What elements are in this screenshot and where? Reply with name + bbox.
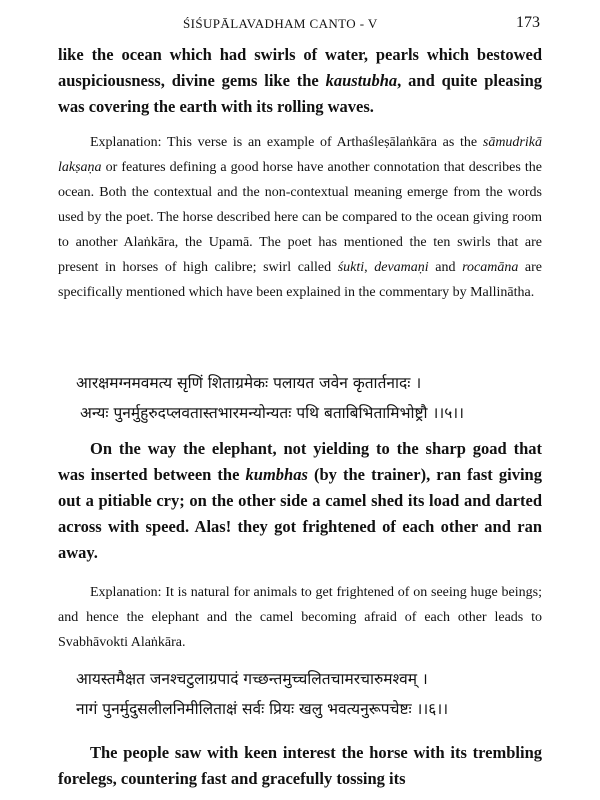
- explanation-paragraph-2: [58, 580, 542, 655]
- verse-line-1: आयस्तमैक्षत जनश्चटुलाग्रपादं गच्छन्तमुच्चलितचामरचारुमश्वम् ।: [76, 670, 428, 688]
- explanation-label: Explanation:: [90, 135, 162, 150]
- translation-paragraph-1: [58, 42, 542, 120]
- text-run: (by the trainer), ran fast giving out a pitiable cry; on the other side a camel shed its load and darted across with speed. Alas! they got frightened of each other and ran away.: [58, 465, 542, 562]
- text-run: or features defining a good horse have another connotation that describes the ocean. Both the contextual and the non-contextual meaning emerge from the words used by the poet. The horse described here can be compared to the ocean giving room to another Alaṅkāra, the Upamā. The poet has mentioned the ten swirls that are present in horses of high calibre; swirl called: [58, 160, 542, 275]
- italic-term: kumbhas: [245, 465, 308, 484]
- page-number: 173: [516, 14, 540, 31]
- italic-term: sāmudrikā lakṣaṇa: [58, 135, 542, 175]
- text-run: ,: [364, 260, 375, 275]
- verse-line-2: नागं पुनर्मुदुसलीलनिमीलिताक्षं सर्वः प्रियः खलु भवत्यनुरूपचेष्टः ।।६।।: [76, 700, 449, 718]
- verse-line-2: अन्यः पुनर्मुहुरुदप्लवतास्तभारमन्योन्यतः पथि बताबिभितामिभोष्ट्रौ ।।५।।: [80, 404, 465, 422]
- running-header: [0, 14, 600, 34]
- italic-term: śukti: [337, 260, 365, 275]
- text-run: and: [428, 260, 463, 275]
- translation-paragraph-3: [58, 740, 542, 792]
- text-run: The people saw with keen interest the horse with its trembling forelegs, countering fast and gracefully tossing its: [58, 743, 542, 788]
- text-run: like the ocean which had swirls of water, pearls which bestowed auspiciousness, divine gems like the: [58, 45, 542, 90]
- italic-term: rocamāna: [462, 260, 519, 275]
- sanskrit-verse-6: [58, 664, 542, 724]
- running-title: ŚIŚUPĀLAVADHAM CANTO - V: [183, 16, 378, 31]
- text-run: It is natural for animals to get frightened of on seeing huge beings; and hence the elephant and the camel becoming afraid of each other leads to Svabhāvokti Alaṅkāra.: [58, 585, 542, 650]
- verse-line-1: आरक्षमग्नमवमत्य सृणिं शिताग्रमेकः पलायत जवेन कृतार्तनादः ।: [76, 374, 422, 392]
- italic-term: kaustubha: [325, 71, 398, 90]
- text-run: On the way the elephant, not yielding to the sharp goad that was inserted between the: [58, 439, 542, 484]
- text-run: This verse is an example of Arthaśleṣālaṅkāra as the: [161, 135, 483, 150]
- translation-paragraph-2: [58, 436, 542, 566]
- text-run: are specifically mentioned which have been explained in the commentary by Mallinātha.: [58, 260, 543, 300]
- sanskrit-verse-5: [58, 368, 542, 428]
- explanation-label: Explanation:: [90, 585, 162, 600]
- text-run: , and quite pleasing was covering the earth with its rolling waves.: [58, 71, 542, 116]
- explanation-paragraph-1: [58, 130, 542, 305]
- italic-term: devamaṇi: [374, 260, 429, 275]
